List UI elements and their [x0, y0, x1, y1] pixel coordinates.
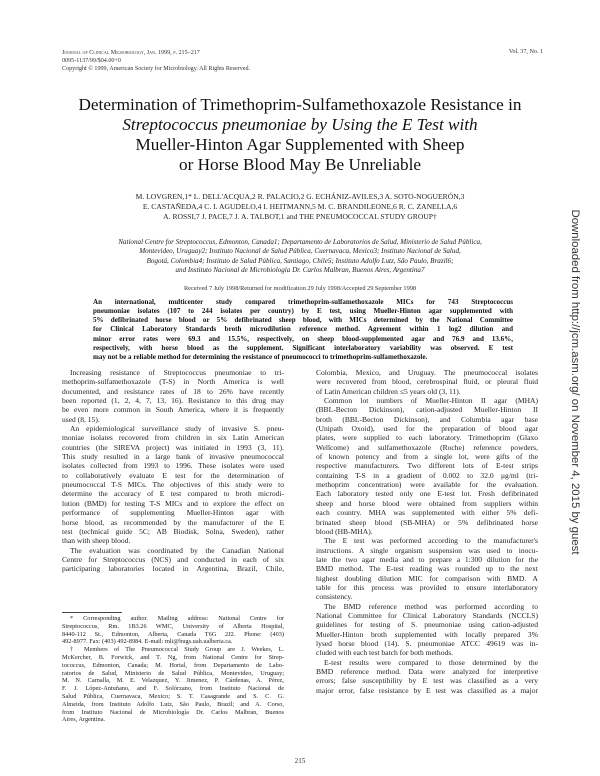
body-line: of known potency and from a single lot, were gifts of the: [316, 452, 538, 462]
footnote-line: F. J. López-Antuñano, and F. Solórzano, from Instituto Nacional de: [62, 685, 284, 693]
author-list: [70, 192, 530, 223]
body-line: than with sheep blood.: [62, 536, 131, 546]
body-line: BMD reference method. Data were analyzed for interpretive: [316, 667, 538, 676]
author-line: E. CASTAÑEDA,4 C. I. AGUDELO,4 I. HEITMANN,5 M. C. BRANDILEONE,6 R. C. ZANELLA,6: [142, 202, 458, 212]
body-line: The BMD reference method was performed according to: [324, 601, 538, 611]
affiliation-line: Montevideo, Uruguay2; Instituto Nacional de Salud Pública, Cuernavaca, Mexico3; Instituto Nacional de Salud,: [139, 247, 461, 256]
footnotes: [62, 615, 284, 724]
footnote-rule: [62, 612, 122, 613]
body-line: methoprim concentration) were available for the evaluation.: [316, 480, 538, 490]
body-line: moniae isolates recovered from children in six Latin American: [62, 433, 284, 443]
body-line: Each laboratory tested only one E-test lot. Fresh defibrinated: [316, 489, 538, 499]
body-line: blood (HB-MHA).: [316, 526, 373, 536]
title-line: or Horse Blood May Be Unreliable: [178, 155, 421, 174]
body-line: performance of supplementing Mueller-Hinton agar with: [62, 508, 284, 518]
body-line: used (8, 15).: [62, 414, 100, 424]
body-line: consistency.: [316, 592, 353, 602]
footnote-line: Salud Pública, Cuernavaca, Mexico; S. T. Casagrande and S. C. G.: [62, 692, 284, 700]
body-line: errors; false susceptibility by E test was classified as a very: [316, 676, 538, 686]
download-notice: Downloaded from http://jcm.asm.org/ on November 4, 2015 by guest: [569, 209, 581, 555]
body-line: brinated sheep blood (SB-MHA) or 5% defibrinated horse: [316, 517, 538, 527]
footnote-line: 8440-112 St., Edmonton, Alberta, Canada T6G 2J2. Phone: (403): [62, 630, 284, 638]
affiliation-line: National Centre for Streptococcus, Edmonton, Canada1; Departamento de Laboratorios de Salud, Ministerio de Salud Pública,: [118, 238, 482, 246]
author-line: M. LOVGREN,1* L. DELL'ACQUA,2 R. PALACIO,2 G. ECHÁNIZ-AVILES,3 A. SOTO-NOGUERÓN,3: [135, 192, 465, 201]
body-column-left: [62, 368, 284, 574]
footnote-line: Almeida, from Instituto Adolfo Lutz, São Paulo, Brazil; and A. Corso,: [62, 700, 284, 708]
journal-citation: Journal of Clinical Microbiology, Jan. 1999, p. 215–217: [62, 50, 200, 56]
body-line: to collaboratively evaluate E test for the determination of: [62, 470, 284, 480]
copyright-line: Copyright © 1999, American Society for Microbiology. All Rights Reserved.: [62, 66, 251, 73]
body-line: major error, false resistance by E test was classified as a major: [316, 685, 538, 695]
body-line: each country. MHA was supplemented with either 5% defi-: [316, 508, 538, 518]
footnote-line: McKercher, B. Forwick, and T. Ng, from National Centre for Strep-: [62, 653, 284, 661]
body-line: participating laboratories located in Argentina, Brazil, Chile,: [62, 564, 284, 574]
abstract-line: may not be a reliable method for determining the resistance of pneumococci to trimethoprim-sulfamethoxazole.: [93, 352, 428, 361]
body-line: Wellcome) and sulfamethoxazole (Roche) reference powders,: [316, 442, 538, 452]
page-number: 215: [294, 757, 306, 765]
body-line: instructions. A single organism suspension was used to inocu-: [316, 545, 538, 555]
body-line: methoprim-sulfamethoxazole (T-S) in North America is well: [62, 377, 284, 387]
body-line: respective manufacturers. Two different lots of E-test strips: [316, 461, 538, 471]
body-line: determine the accuracy of E test compared to broth microdi-: [62, 489, 284, 499]
title-line: Mueller-Hinton Agar Supplemented with Sheep: [135, 135, 465, 154]
body-line: Centre for Streptococcus (NCS) and conducted in each of six: [62, 554, 284, 564]
received-dates: Received 7 July 1998/Returned for modification 29 July 1998/Accepted 29 September 1998: [183, 285, 417, 292]
body-line: E-test results were compared to those determined by the: [324, 657, 538, 667]
body-line: The E test was performed according to the manufacturer's: [324, 536, 538, 546]
title-line: Streptococcus pneumoniae by Using the E Test with: [122, 115, 478, 134]
body-line: pneumococcal T-S MICs. The objectives of this study were to: [62, 480, 284, 490]
abstract-line: for Clinical Laboratory Standards broth microdilution reference method. Agreement within 1 log2 dilution and: [93, 325, 513, 334]
affiliation-line: Bogotá, Colombia4; Instituto de Salud Pública, Santiago, Chile5; Instituto Adolfo Lutz, São Paulo, Brazil6;: [146, 256, 454, 265]
body-line: This study resulted in a large bank of invasive pneumococcal: [62, 452, 284, 462]
volume-label: Vol. 37, No. 1: [508, 49, 543, 55]
body-line: lysed horse blood (14). S. pneumoniae ATCC 49619 was in-: [316, 638, 538, 648]
title-line: Determination of Trimethoprim-Sulfamethoxazole Resistance in: [78, 95, 522, 114]
body-line: broth (BBL-Becton Dickinson), and Columbia agar base: [316, 414, 538, 424]
body-line: (Unipath Oxoid), used for the preparation of blood agar: [316, 424, 538, 434]
body-line: isolates collected from 1993 to 1996. These isolates were used: [62, 461, 284, 471]
abstract-line: minor error rates were 69.3 and 15.5%, respectively, on sheep blood-supplemented agar and 76.9 and 13.6%,: [93, 334, 513, 343]
footnote-line: Streptococcus, Rm. 1B3.26 WMC, University of Alberta Hospital,: [62, 622, 284, 630]
body-line: An epidemiological surveillance study of invasive S. pneu-: [70, 424, 284, 434]
body-line: cluded with each test batch for both methods.: [316, 648, 454, 658]
body-line: guidelines for testing of S. pneumoniae using cation-adjusted: [316, 620, 538, 630]
body-line: countries (the SIREVA project) was initiated in 1993 (3, 11).: [62, 442, 284, 452]
body-line: horse blood, as recommended by the manufacturer of the E: [62, 517, 284, 527]
abstract-line: pneumoniae isolates (107 to 244 isolates per country) by E test, using Mueller-Hinton agar supplemented with: [93, 307, 513, 316]
body-line: Increasing resistance of Streptococcus pneumoniae to tri-: [70, 368, 284, 377]
body-line: Mueller-Hinton broth supplemented with locally prepared 3%: [316, 629, 538, 639]
journal-header: [62, 49, 462, 74]
body-line: were recovered from blood, cerebrospinal fluid, or pleural fluid: [316, 377, 538, 387]
issn-line: 0095-1137/99/$04.00+0: [62, 58, 121, 65]
body-line: highest doubling dilution MIC for comparison with BMD. A: [316, 573, 538, 583]
footnote-line: † Members of The Pneumococcal Study Group are J. Weekes, L.: [70, 646, 284, 654]
body-line: (BBL-Becton Dickinson), cation-adjusted Mueller-Hinton II: [316, 405, 538, 415]
body-line: plates, were supplied to each laboratory. Trimethoprim (Glaxo: [316, 433, 538, 443]
abstract-line: respectively, with horse blood as the supplement. Significant interlaboratory variability was observed. E test: [93, 343, 513, 352]
footnote-line: * Corresponding author. Mailing address: National Centre for: [70, 615, 284, 622]
body-line: of Latin American children ≤5 years old (3, 11).: [316, 386, 461, 396]
affiliations: [60, 238, 540, 276]
download-sidebar: [568, 209, 582, 555]
body-column-right: [316, 368, 538, 695]
body-line: Colombia, Mexico, and Uruguay. The pneumococcal isolates: [316, 368, 538, 377]
body-line: National Committee for Clinical Laboratory Standards (NCCLS): [316, 610, 538, 620]
body-line: containing T-S in a gradient of 0.002 to 32.0 μg/ml (tri-: [316, 470, 538, 480]
footnote-line: from Instituto Nacional de Microbiología Dr. Carlos Malbran, Buenos: [62, 708, 284, 716]
footnote-line: M. N. Carnalla, M. E. Velazquez, Y. Jimenez, P. Cárdenas, A. Pérez,: [62, 677, 284, 685]
footnote-line: Aires, Argentina.: [62, 716, 106, 724]
body-line: late the two agar media and to prepare a 1:300 dilution for the: [316, 554, 538, 564]
body-line: sheep and horse blood were obtained from suppliers within: [316, 498, 538, 508]
body-line: been reported (1, 2, 4, 7, 13, 16). Resistance to this drug may: [62, 396, 284, 406]
affiliation-line: and Instituto Nacional de Microbiología Dr. Carlos Malbran, Buenos Aires, Argentina7: [175, 266, 425, 275]
footnote-line: tococcus, Edmonton, Canada; M. Hortal, from Departamento de Labo-: [62, 661, 284, 669]
footnote-line: 492-8977. Fax: (403) 492-8984. E-mail: mli@bugs.uah.ualberta.ca.: [62, 638, 233, 646]
abstract: [93, 298, 513, 362]
body-line: documented, and resistance rates of 18 to 26% have recently: [62, 386, 284, 396]
body-line: The evaluation was coordinated by the Canadian National: [70, 545, 284, 555]
abstract-line: 5% defibrinated horse blood or 5% defibrinated sheep blood, with MICs determined by the National Committee: [93, 316, 513, 325]
abstract-line: An international, multicenter study compared trimethoprim-sulfamethoxazole MICs for 743 Streptococcus: [93, 298, 513, 306]
body-line: be even more common in South America, where it is frequently: [62, 405, 284, 415]
body-line: table for this process was provided to ensure interlaboratory: [316, 582, 538, 592]
body-line: BMD method. The E-test reading was rounded up to the next: [316, 564, 538, 574]
author-line: A. ROSSI,7 J. PACE,7 J. A. TALBOT,1 and THE PNEUMOCOCCAL STUDY GROUP†: [163, 212, 437, 222]
body-line: lution (BMD) for testing T-S MICs and to explore the effect on: [62, 498, 284, 508]
article-title: [70, 95, 530, 175]
body-line: Common lot numbers of Mueller-Hinton II agar (MHA): [324, 396, 538, 406]
footnote-line: ratorios de Salud, Ministerio de Salud Pública, Montevideo, Uruguay;: [62, 669, 284, 677]
body-line: test (technical guide 5C; AB Biodisk, Solna, Sweden), rather: [62, 526, 284, 536]
